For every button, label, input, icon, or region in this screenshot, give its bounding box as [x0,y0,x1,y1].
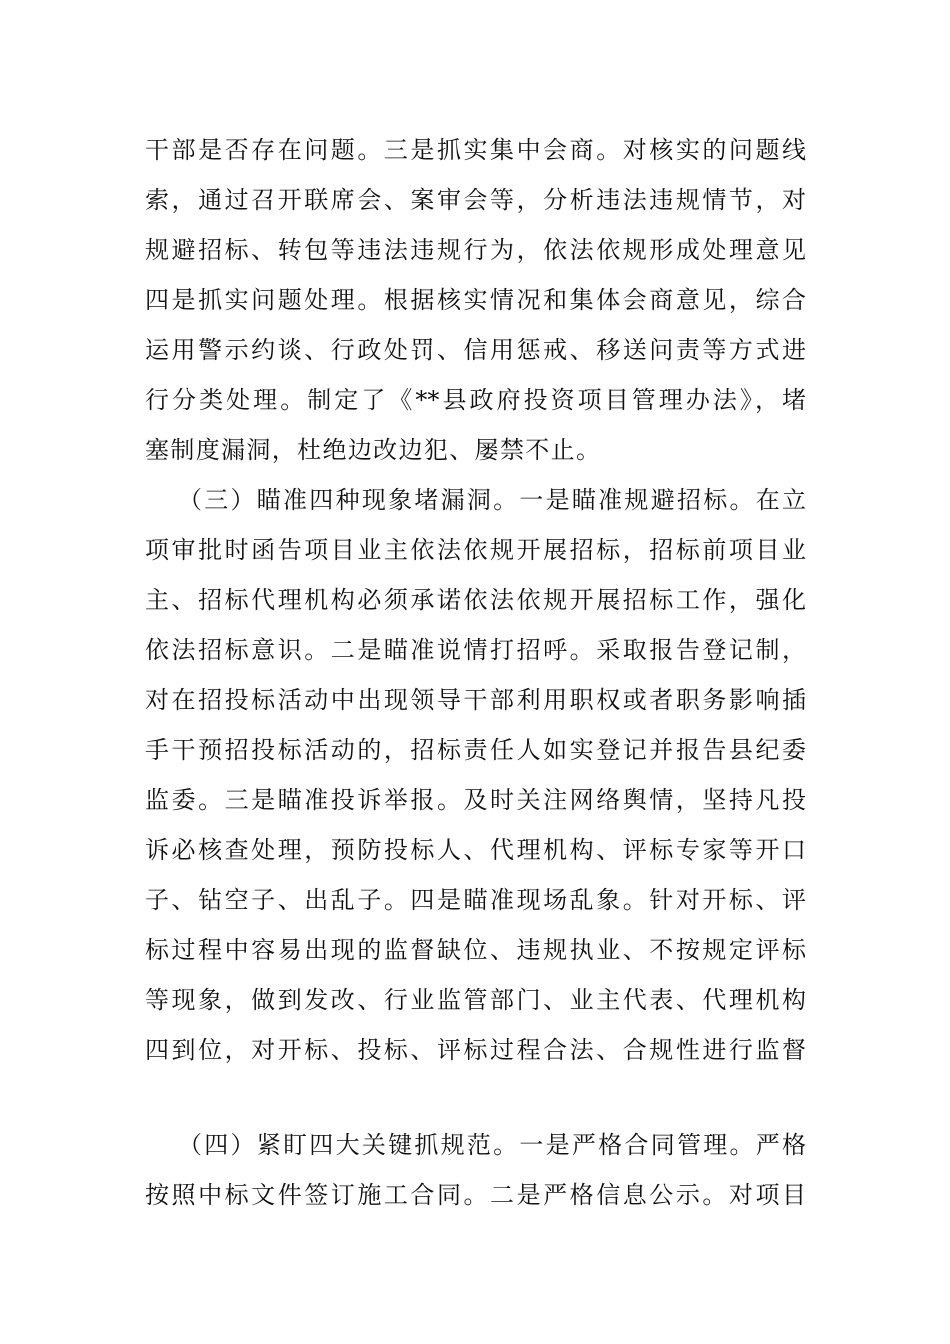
text-line: 行分类处理。制定了《**县政府投资项目管理办法》，堵 [145,386,806,414]
text-line: 项审批时函告项目业主依法依规开展招标，招标前项目业 [145,536,806,564]
text-line: 对在招投标活动中出现领导干部利用职权或者职务影响插 [145,686,806,714]
text-line: 标过程中容易出现的监督缺位、违规执业、不按规定评标 [145,936,806,964]
text-line: 塞制度漏洞，杜绝边改边犯、屡禁不止。 [145,436,600,464]
text-line: 四到位，对开标、投标、评标过程合法、合规性进行监督 [145,1036,806,1064]
text-line: 规避招标、转包等违法违规行为，依法依规形成处理意见 [145,236,806,264]
text-line: 索，通过召开联席会、案审会等，分析违法违规情节，对 [145,186,806,214]
text-line: 主、招标代理机构必须承诺依法依规开展招标工作，强化 [145,586,806,614]
text-line: 诉必核查处理，预防投标人、代理机构、评标专家等开口 [145,836,806,864]
text-line: 子、钻空子、出乱子。四是瞄准现场乱象。针对开标、评 [145,886,806,914]
text-line: 手干预招投标活动的，招标责任人如实登记并报告县纪委 [145,736,806,764]
paragraph-heading-line: （四）紧盯四大关键抓规范。一是严格合同管理。严格 [178,1131,806,1159]
text-line: 四是抓实问题处理。根据核实情况和集体会商意见，综合 [145,286,806,314]
text-line: 干部是否存在问题。三是抓实集中会商。对核实的问题线 [145,136,806,164]
text-line: 依法招标意识。二是瞄准说情打招呼。采取报告登记制， [145,636,806,664]
text-line: 等现象，做到发改、行业监管部门、业主代表、代理机构 [145,986,806,1014]
text-line: 按照中标文件签订施工合同。二是严格信息公示。对项目 [145,1181,806,1209]
text-line: 运用警示约谈、行政处罚、信用惩戒、移送问责等方式进 [145,336,806,364]
paragraph-heading-line: （三）瞄准四种现象堵漏洞。一是瞄准规避招标。在立 [178,486,806,514]
text-line: 监委。三是瞄准投诉举报。及时关注网络舆情，坚持凡投 [145,786,806,814]
